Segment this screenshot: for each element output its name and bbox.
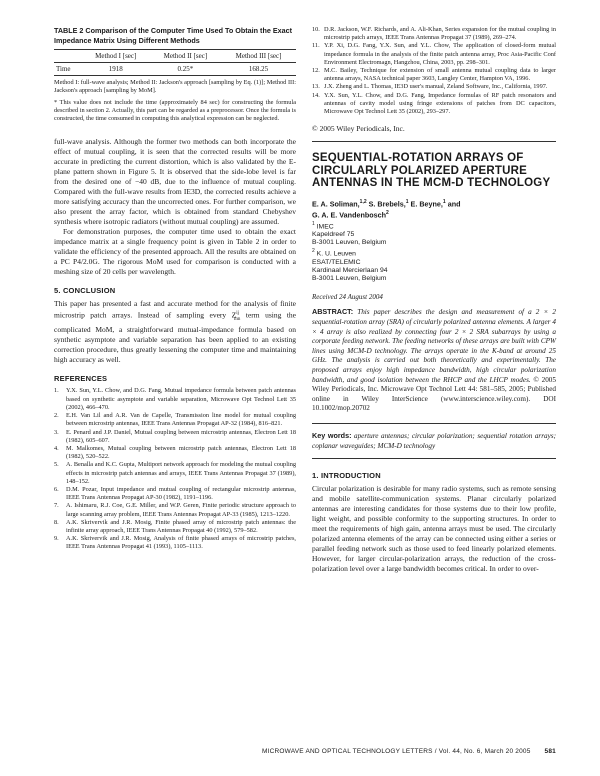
reference-item xyxy=(54,535,296,551)
abstract-paragraph xyxy=(312,307,556,414)
reference-item xyxy=(54,502,296,518)
author-and: and xyxy=(445,199,461,209)
reference-item xyxy=(312,67,556,83)
table-note-asterisk: * This value does not include the time (approximately 84 sec) for constructing the formula described in section 2. Actually, this part can be regarded as a preprocessor. Once the formula is constructed, the time consumed in computing this analytical expression can be neglected. xyxy=(54,98,296,123)
keywords-label: Key words: xyxy=(312,431,352,440)
reference-text: M. Malkomes, Mutual coupling between microstrip patch antennas, Electron Lett 18 (1982), 520–522. xyxy=(66,444,296,461)
table-cell-method2: 0.25* xyxy=(177,65,194,73)
reference-item xyxy=(312,83,556,91)
left-column xyxy=(54,26,296,552)
reference-text: D.M. Pozar, Input impedance and mutual coupling of rectangular microstrip antennas, IEEE Trans Antennas Propagat AP-30 (1982), 1191–1196. xyxy=(66,485,296,502)
table-header-method1: Method I [sec] xyxy=(95,52,137,60)
journal-citation: MICROWAVE AND OPTICAL TECHNOLOGY LETTERS / Vol. 44, No. 6, March 20 2005 xyxy=(261,748,531,755)
received-date: Received 24 August 2004 xyxy=(312,293,383,302)
reference-list-left xyxy=(54,387,296,551)
author-line-1 xyxy=(312,198,556,209)
reference-number: 11. xyxy=(312,42,320,50)
reference-number: 6. xyxy=(54,485,59,493)
affiliation-text: Kapeldreef 75 xyxy=(312,230,355,238)
affiliation-line xyxy=(312,231,556,239)
affiliation-line xyxy=(312,259,556,267)
reference-item xyxy=(54,387,296,412)
keywords-text: aperture antennas; circular polarization; sequential rotation arrays; coplanar waveguides; MCM-D technology xyxy=(312,432,556,450)
reference-item xyxy=(54,461,296,486)
right-column xyxy=(312,26,556,574)
reference-text: M.C. Bailey, Technique for extension of small antenna mutual coupling data to larger antenna arrays, NASA technical paper 3603, Langley Center, Hampton VA, 1996. xyxy=(324,67,556,83)
reference-text: E. Penard and J.P. Daniel, Mutual coupling between microstrip antennas, Electron Lett 18 (1982), 605–607. xyxy=(66,428,296,444)
introduction-paragraph: Circular polarization is desirable for many radio systems, such as remote sensing and mobile satellite-communication systems. Planar circularly polarized antennas are interesting candidates for those systems due to their low profile, light weight, and possible conformity to the supporting structures. In order to meet the requirements of high gain, antenna arrays must be used. The circularly polarized antenna elements of the array can be connected using either a series or parallel feeding network such as those used to feed linearly polarized elements. However, for larger circular-polarization arrays, the reduction of the cross-polarization level over a large bandwidth becomes critical. In order to over- xyxy=(312,484,556,574)
reference-text: Y.P. Xi, D.G. Fang, Y.X. Sun, and Y.L. Chow, The application of closed-form mutual impedance formula in the analysis of the finite patch antenna array, Proc Asia-Pacific Conf Environment Electromagn, Hangzhou, China, 2003, pp. 298–301. xyxy=(324,42,556,66)
author-vandenbosch-affil: 2 xyxy=(386,209,389,216)
reference-number: 14. xyxy=(312,91,320,99)
table-note-methods: Method I: full-wave analysis; Method II: Jackson's approach [sampling by Eq. (1)]; Method III: Jackson's approach [sampling by MoM]. xyxy=(54,79,296,95)
affiliation-text: B-3001 Leuven, Belgium xyxy=(312,239,387,247)
reference-number: 8. xyxy=(54,518,59,526)
conclusion-heading: 5. CONCLUSION xyxy=(54,286,116,296)
divider-rule-2 xyxy=(312,423,556,424)
table-row-label: Time xyxy=(56,65,71,73)
reference-item xyxy=(54,519,296,535)
reference-number: 7. xyxy=(54,502,59,510)
divider-rule-3 xyxy=(312,458,556,459)
affiliation-marker: 2 xyxy=(312,248,315,255)
page-footer xyxy=(205,748,556,755)
table-row xyxy=(54,63,296,76)
reference-number: 4. xyxy=(54,444,59,452)
introduction-heading: 1. INTRODUCTION xyxy=(312,471,381,481)
conclusion-text-a: This paper has presented a fast and accurate method for the analysis of finite microstrip patch arrays. Instead of sampling every Z xyxy=(54,299,296,320)
table-header-row xyxy=(54,50,296,63)
article-title: SEQUENTIAL-ROTATION ARRAYS OF CIRCULARLY POLARIZED APERTURE ANTENNAS IN THE MCM-D TECHNOLOGY xyxy=(312,152,551,190)
timing-table xyxy=(54,49,296,76)
reference-number: 1. xyxy=(54,387,59,395)
abstract-body: This paper describes the design and measurement of a 2 × 2 sequential-rotation array (SRA) of circularly polarized antenna elements. A larger 4 × 4 array is also realized by connecting four 2 × 2 SRA subarrays by using a corporate feeding network. The feeding networks of these arrays are built with CPW lines using MCM-D technology. The arrays operate in the K-band at around 25 GHz. The analysis is carried out both theoretically and experimentally. The proposed arrays enjoy high impedance bandwidth, high circular polarization bandwidth, and good isolation between the RHCP and the LHCP modes. xyxy=(312,308,556,384)
copyright-line: © 2005 Wiley Periodicals, Inc. xyxy=(312,124,405,134)
conclusion-sup: ij xyxy=(236,311,240,317)
body-paragraph-1: full-wave analysis. Although the former two methods can both incorporate the effect of mutual coupling, it is seen that the corrected results will be more accurate in predicting the current distortion, which is also validated by the E-plane pattern shown in Figure 5. It is observed that the side-lobe level is far from the desired one of −40 dB, due to the influence of mutual coupling. Compared with the full-wave results from IE3D, the corrected results achieve a more satisfying accuracy than the uncorrected ones. For further comparison, we also present the array factor, which is obtained from standard Chebyshev synthesis where isotropic radiators (without mutual coupling) are assumed. xyxy=(54,137,296,227)
affiliation-text: ESAT/TELEMIC xyxy=(312,258,361,266)
affiliation-line xyxy=(312,267,556,275)
reference-list-right xyxy=(312,26,556,116)
affiliation-text: B-3001 Leuven, Belgium xyxy=(312,275,387,283)
reference-text: A. Ishimaru, R.J. Coe, G.E. Miller, and W.P. Geren, Finite periodic structure approach to large scanning array problem, IEEE Trans Antennas Propagat AP-33 (1985), 1213–1220. xyxy=(66,502,296,518)
author-list xyxy=(312,198,556,220)
affiliation-marker: 1 xyxy=(312,220,315,227)
references-heading: REFERENCES xyxy=(54,374,108,384)
reference-item xyxy=(54,486,296,502)
divider-rule xyxy=(312,141,556,142)
affiliation-text: K. U. Leuven xyxy=(314,250,356,258)
page-number: 581 xyxy=(544,748,556,755)
table-caption: TABLE 2 Comparison of the Computer Time Used To Obtain the Exact Impedance Matrix Using Different Methods xyxy=(54,26,293,45)
affiliation-text: IMEC xyxy=(314,222,334,230)
affiliation-line xyxy=(312,275,556,283)
author-soliman-affil: 1,2 xyxy=(359,198,367,205)
table-header-empty xyxy=(54,50,82,63)
reference-text: A.K. Skrivervik and J.R. Mosig, Analysis of finite phased arrays of microstrip patches, IEEE Trans Antennas Propagat 41 (1993), 1105–1113. xyxy=(66,535,296,551)
author-brebels-affil: 1 xyxy=(405,198,409,205)
abstract-tail: © 2005 Wiley Periodicals, Inc. Microwave Opt Technol Lett 44: 581–585, 2005; Published online in Wiley InterScience (www.interscience.wiley.com). DOI 10.1002/mop.20702 xyxy=(312,375,556,413)
affiliation-line xyxy=(312,247,556,258)
reference-item xyxy=(54,445,296,461)
author-soliman: E. A. Soliman, xyxy=(312,199,360,209)
author-beyne: E. Beyne, xyxy=(408,199,443,209)
reference-number: 13. xyxy=(312,83,320,91)
reference-item xyxy=(54,412,296,428)
affiliation-line xyxy=(312,239,556,247)
reference-number: 2. xyxy=(54,412,59,420)
reference-text: A.K. Skrivervik and J.R. Mosig, Finite phased array of microstrip patch antennas: the infinite array approach, IEEE Trans Antennas Propagat 40 (1992), 579–582. xyxy=(66,518,296,534)
table-cell-method3: 168.25 xyxy=(248,65,269,73)
reference-text: Y.X. Sun, Y.L. Chow, and D.G. Fang, Impedance formulas of RF patch resonators and antennas of cavity model using fringe extensions of patches from DC capacitors, Microwave Opt Technol Lett 35 (2002), 293–297. xyxy=(324,91,556,116)
conclusion-paragraph xyxy=(54,299,296,365)
author-beyne-affil: 1 xyxy=(442,198,446,205)
reference-text: E.H. Van Lil and A.R. Van de Capelle, Transmission line model for mutual coupling between microstrip antennas, IEEE Trans Antennas Propagat AP-32 (1984), 816–821. xyxy=(66,412,296,428)
author-vandenbosch: G. A. E. Vandenbosch xyxy=(312,210,387,220)
reference-number: 9. xyxy=(54,535,59,543)
reference-item xyxy=(54,429,296,445)
reference-text: J.X. Zheng and L. Thomas, IE3D user's manual, Zeland Software, Inc., California, 1997. xyxy=(324,83,548,91)
reference-item xyxy=(312,42,556,67)
conclusion-sub: mn xyxy=(234,317,241,323)
keywords-paragraph xyxy=(312,431,556,451)
abstract-label: ABSTRACT: xyxy=(312,307,354,317)
conclusion-text-b: term using the complicated MoM, a straightforward mutual-impedance formula based on synthetic asymptote and variable separation has been applied to an existing correction procedure, thus greatly lessening the computer time and maintaining high accuracy as well. xyxy=(54,310,296,365)
table-cell-method1: 1918 xyxy=(108,65,123,73)
table-header-method3: Method III [sec] xyxy=(235,52,282,60)
affiliation-line xyxy=(312,220,556,231)
reference-text: Y.X. Sun, Y.L. Chow, and D.G. Fang, Mutual impedance formula between patch antennas based on synthetic asymptote and variable separation, Microwave Opt Technol Lett 35 (2002), 466–470. xyxy=(66,387,296,411)
reference-number: 3. xyxy=(54,428,59,436)
author-brebels: S. Brebels, xyxy=(366,199,406,209)
reference-number: 5. xyxy=(54,461,59,469)
reference-text: D.R. Jackson, W.F. Richards, and A. Ali-Khan, Series expansion for the mutual coupling in microstrip patch arrays, IEEE Trans Antennas Propagat 37 (1989), 269–274. xyxy=(324,26,556,42)
affiliation-block xyxy=(312,220,556,284)
body-paragraph-2: For demonstration purposes, the computer time used to obtain the exact impedance matrix at a single frequency point is given in Table 2 in order to validate the efficiency of the presented approach. All the results are obtained on a PC P4/2.0G. The rigorous MoM used for comparison is conducted with a meshing size of 20 cells per wavelength. xyxy=(54,227,296,277)
author-line-2 xyxy=(312,209,556,220)
reference-item xyxy=(312,92,556,117)
table-header-method2: Method II [sec] xyxy=(163,52,208,60)
reference-item xyxy=(312,26,556,42)
affiliation-text: Kardinaal Mercierlaan 94 xyxy=(312,267,388,275)
reference-number: 10. xyxy=(312,26,320,33)
reference-number: 12. xyxy=(312,67,320,75)
reference-text: A. Benalla and K.C. Gupta, Multiport network approach for modeling the mutual coupling effects in microstrip patch antennas and arrays, IEEE Trans Antennas Propagat 37 (1989), 148–152. xyxy=(66,461,296,485)
